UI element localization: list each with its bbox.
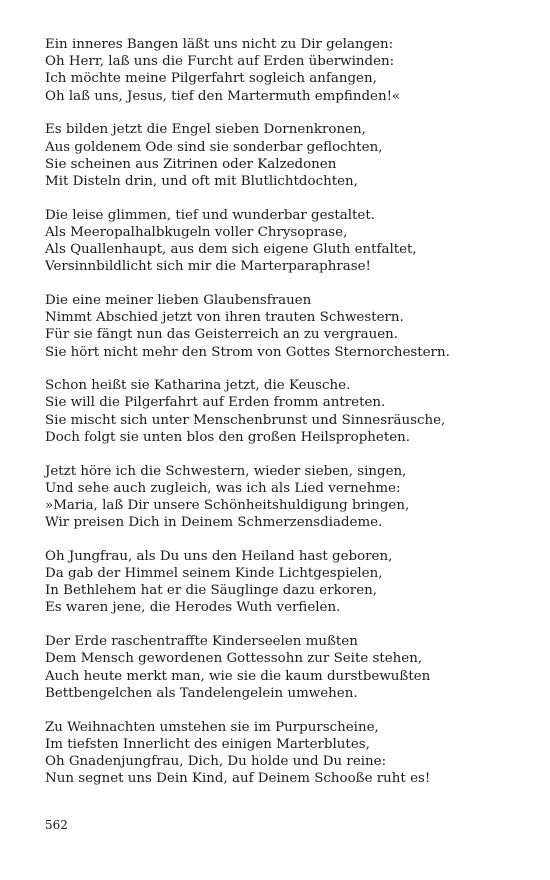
verse-line: Mit Disteln drin, und oft mit Blutlichtdochten, <box>45 173 358 189</box>
verse-line: Da gab der Himmel seinem Kinde Lichtgespielen, <box>45 566 383 582</box>
page-number: 562 <box>45 818 68 832</box>
verse-line: Nimmt Abschied jetzt von ihren trauten Schwestern. <box>45 310 404 326</box>
poem-text <box>45 36 515 804</box>
verse-line: Doch folgt sie unten blos den großen Heilspropheten. <box>45 429 411 445</box>
verse-line: Die eine meiner lieben Glaubensfrauen <box>45 292 312 308</box>
verse-line: Für sie fängt nun das Geisterreich an zu vergrauen. <box>45 327 399 343</box>
verse-line: Jetzt höre ich die Schwestern, wieder sieben, singen, <box>45 463 407 479</box>
stanza-3 <box>45 207 515 276</box>
verse-line: Oh Jungfrau, als Du uns den Heiland hast geboren, <box>45 548 393 564</box>
verse-line: Ich möchte meine Pilgerfahrt sogleich anfangen, <box>45 71 377 87</box>
stanza-4 <box>45 292 515 361</box>
verse-line: Sie will die Pilgerfahrt auf Erden fromm antreten. <box>45 395 386 411</box>
verse-line: In Bethlehem hat er die Säuglinge dazu erkoren, <box>45 583 378 599</box>
verse-line: Auch heute merkt man, wie sie die kaum durstbewußten <box>45 668 431 684</box>
stanza-5 <box>45 377 515 446</box>
verse-line: Versinnbildlicht sich mir die Marterparaphrase! <box>45 259 371 275</box>
verse-line: Als Quallenhaupt, aus dem sich eigene Gluth entfaltet, <box>45 242 417 258</box>
verse-line: Ein inneres Bangen läßt uns nicht zu Dir gelangen: <box>45 37 394 52</box>
verse-line: Dem Mensch gewordenen Gottessohn zur Seite stehen, <box>45 651 423 667</box>
verse-line: Die leise glimmen, tief und wunderbar gestaltet. <box>45 207 375 223</box>
stanza-6 <box>45 463 515 532</box>
verse-line: Zu Weihnachten umstehen sie im Purpurscheine, <box>45 719 379 735</box>
verse-line: Sie scheinen aus Zitrinen oder Kalzedonen <box>45 156 337 172</box>
verse-line: Oh Gnadenjungfrau, Dich, Du holde und Du reine: <box>45 753 387 769</box>
verse-line: Oh Herr, laß uns die Furcht auf Erden überwinden: <box>45 54 395 70</box>
verse-line: Sie hört nicht mehr den Strom von Gottes Sternorchestern. <box>45 344 450 360</box>
verse-line: Es waren jene, die Herodes Wuth verfielen. <box>45 600 341 616</box>
verse-line: Im tiefsten Innerlicht des einigen Marterblutes, <box>45 736 370 752</box>
verse-line: Es bilden jetzt die Engel sieben Dornenkronen, <box>45 122 366 138</box>
verse-line: Und sehe auch zugleich, was ich als Lied vernehme: <box>45 480 401 496</box>
verse-line: Bettbengelchen als Tandelengelein umwehen. <box>45 685 358 701</box>
verse-line: Der Erde raschentraffte Kinderseelen mußten <box>45 634 358 650</box>
verse-line: Oh laß uns, Jesus, tief den Martermuth empfinden!« <box>45 88 401 104</box>
verse-line: Aus goldenem Ode sind sie sonderbar geflochten, <box>45 139 383 155</box>
verse-line: Schon heißt sie Katharina jetzt, die Keusche. <box>45 378 351 394</box>
verse-line: Sie mischt sich unter Menschenbrunst und Sinnesräusche, <box>45 412 446 428</box>
stanza-2 <box>45 121 515 190</box>
stanza-7 <box>45 548 515 617</box>
stanza-1 <box>45 36 515 105</box>
verse-line: Als Meeropalhalbkugeln voller Chrysoprase, <box>45 224 348 240</box>
stanza-8 <box>45 633 515 702</box>
stanza-9 <box>45 719 515 788</box>
verse-line: Nun segnet uns Dein Kind, auf Deinem Schooße ruht es! <box>45 771 431 787</box>
verse-line: »Maria, laß Dir unsere Schönheitshuldigung bringen, <box>45 497 410 513</box>
verse-line: Wir preisen Dich in Deinem Schmerzensdiademe. <box>45 515 383 531</box>
